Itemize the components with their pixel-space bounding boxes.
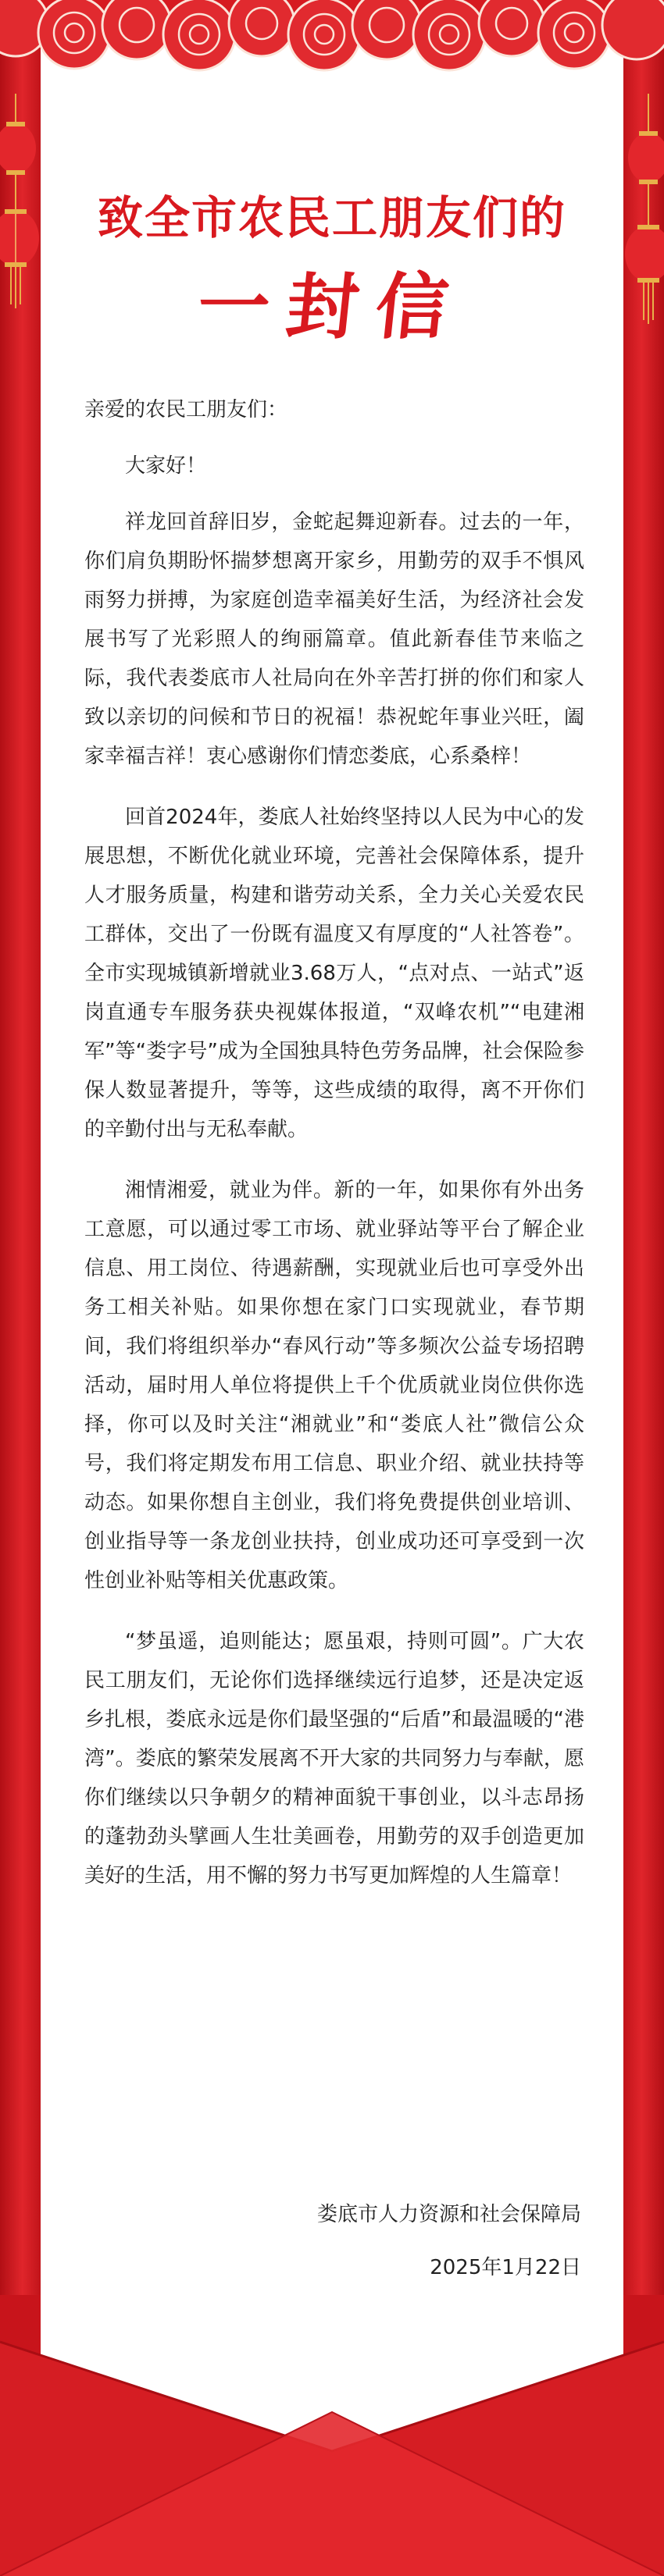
- paragraph-3: 湘情湘爱，就业为伴。新的一年，如果你有外出务工意愿，可以通过零工市场、就业驿站等平台了解企业信息、用工岗位、待遇薪酬，实现就业后也可享受外出务工相关补贴。如果你想在家门口实现就业，春节期间，我们将组织举办“春风行动”等多频次公益专场招聘活动，届时用人单位将提供上千个优质就业岗位供你选择，你可以及时关注“湘就业”和“娄底人社”微信公众号，我们将定期发布用工信息、职业介绍、就业扶持等动态。如果你想自主创业，我们将免费提供创业培训、创业指导等一条龙创业扶持，创业成功还可享受到一次性创业补贴等相关优惠政策。: [84, 1179, 584, 1592]
- paragraph-4: “梦虽遥，追则能达；愿虽艰，持则可圆”。广大农民工朋友们，无论你们选择继续远行追梦，还是决定返乡扎根，娄底永远是你们最坚强的“后盾”和最温暖的“港湾”。娄底的繁荣发展离不开大家的共同努力与奉献，愿你们继续以只争朝夕的精神面貌干事创业，以斗志昂扬的蓬勃劲头擘画人生壮美画卷，用勤劳的双手创造更加美好的生活，用不懈的努力书写更加辉煌的人生篇章！: [84, 1630, 584, 1888]
- greeting: 大家好！: [125, 454, 207, 478]
- top-cloud-decoration: [0, 0, 664, 94]
- title-line-2: 一封信: [193, 265, 469, 349]
- paragraph-2: 回首2024年，娄底人社始终坚持以人民为中心的发展思想，不断优化就业环境，完善社会保障体系，提升人才服务质量，构建和谐劳动关系，全力关心关爱农民工群体，交出了一份既有温度又有厚度的“人社答卷”。全市实现城镇新增就业3.68万人，“点对点、一站式”返岗直通专车服务获央视媒体报道，“双峰农机”“电建湘军”等“娄字号”成为全国独具特色劳务品牌，社会保险参保人数显著提升，等等，这些成绩的取得，离不开你们的辛勤付出与无私奉献。: [84, 806, 584, 1141]
- letter-body: [84, 390, 584, 1917]
- title-line-1: 致全市农民工朋友们的: [97, 191, 566, 244]
- right-red-border: [623, 0, 664, 2576]
- signature-organization: 娄底市人力资源和社会保障局: [316, 2203, 581, 2226]
- paragraph-1: 祥龙回首辞旧岁，金蛇起舞迎新春。过去的一年，你们肩负期盼怀揣梦想离开家乡，用勤劳的双手不惧风雨努力拼搏，为家庭创造幸福美好生活，为经济社会发展书写了光彩照人的绚丽篇章。值此新春佳节来临之际，我代表娄底市人社局向在外辛苦打拼的你们和家人致以亲切的问候和节日的祝福！恭祝蛇年事业兴旺，阖家幸福吉祥！衷心感谢你们情恋娄底，心系桑梓！: [84, 511, 584, 768]
- salutation: 亲爱的农民工朋友们：: [84, 398, 288, 422]
- envelope-bottom-decoration: [0, 2295, 664, 2576]
- signature-date: 2025年1月22日: [430, 2256, 581, 2279]
- left-red-border: [0, 0, 41, 2576]
